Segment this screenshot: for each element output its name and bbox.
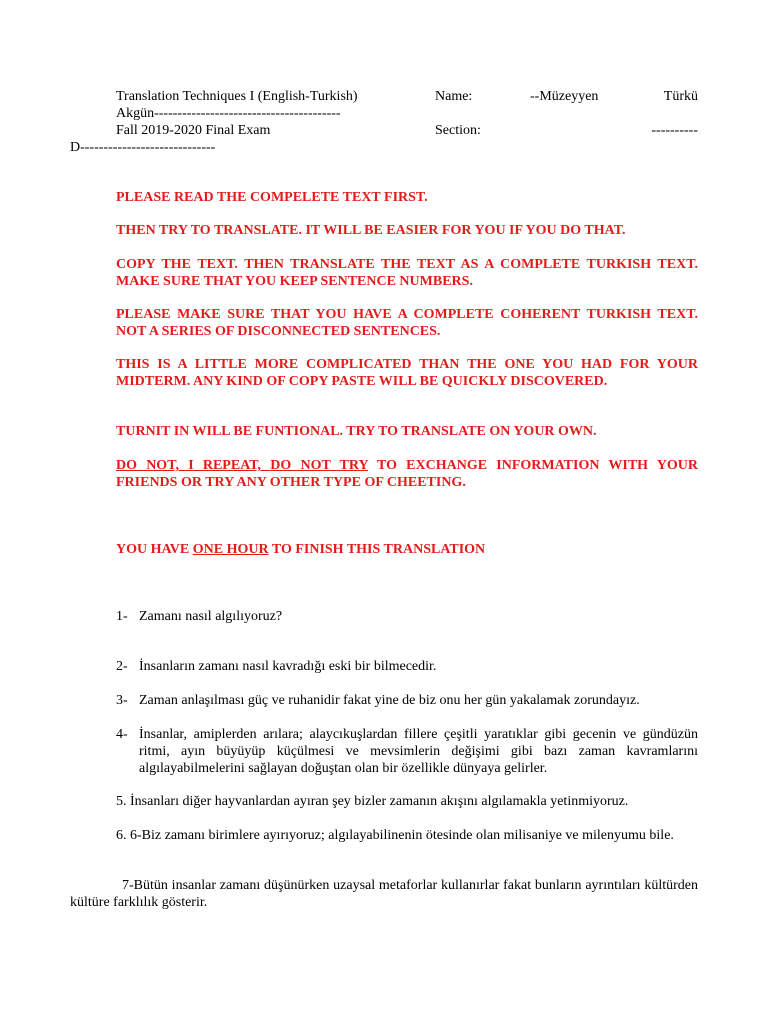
instruction-copy-text: COPY THE TEXT. THEN TRANSLATE THE TEXT AS A COMPLETE TURKISH TEXT. MAKE SURE THAT YOU KEEP SENTENCE NUMBERS. xyxy=(116,257,698,289)
sentence-7: 7-Bütün insanlar zamanı düşünürken uzaysal metaforlar kullanırlar fakat bunların ayrıntıları kültürden kültüre farklılık gösterir. xyxy=(70,878,698,910)
section-dashes: ---------- xyxy=(651,123,698,138)
instruction-no-cheating xyxy=(116,457,698,491)
sentence-text: İnsanlar, amiplerden arılara; alaycıkuşlardan fillere çeşitli yaratıklar gibi gecenin ve gündüzün ritmi, ayın büyüyüp küçülmesi ve mevsimlerin değişimi gibi bazı zaman kavramlarını algılayabilmelerini sağlayan doğuştan olan bir özellikle dünyaya gelirler. xyxy=(139,727,698,776)
sentence-text: Zamanı nasıl algılıyoruz? xyxy=(139,609,283,624)
sentence-number: 3- xyxy=(116,693,128,708)
student-first-name: --Müzeyyen xyxy=(530,89,599,104)
section-value-line: D----------------------------- xyxy=(70,140,216,155)
time-limit-emphasis: ONE HOUR xyxy=(192,542,269,557)
sentence-number: 1- xyxy=(116,609,128,624)
sentence-text: Zaman anlaşılması güç ve ruhanidir fakat yine de biz onu her gün yakalamak zorundayız. xyxy=(139,693,640,708)
sentence-5: 5. İnsanları diğer hayvanlardan ayıran şey bizler zamanın akışını algılamakla yetinmiyoruz. xyxy=(116,794,629,809)
sentence-text: İnsanların zamanı nasıl kavradığı eski bir bilmecedir. xyxy=(139,659,437,674)
no-cheating-rest: TO EXCHANGE INFORMATION WITH YOUR FRIENDS OR TRY ANY OTHER TYPE OF CHEETING. xyxy=(116,458,698,490)
no-cheating-emphasis: DO NOT, I REPEAT, DO NOT TRY xyxy=(116,458,369,473)
instruction-turnitin: TURNIT IN WILL BE FUNTIONAL. TRY TO TRANSLATE ON YOUR OWN. xyxy=(116,424,597,439)
course-title: Translation Techniques I (English-Turkish) xyxy=(116,89,358,104)
time-limit-pre: YOU HAVE xyxy=(116,542,193,557)
instruction-time-limit xyxy=(116,541,698,558)
instruction-coherent-text: PLEASE MAKE SURE THAT YOU HAVE A COMPLETE COHERENT TURKISH TEXT. NOT A SERIES OF DISCONNECTED SENTENCES. xyxy=(116,307,698,339)
sentence-number: 2- xyxy=(116,659,128,674)
time-limit-post: TO FINISH THIS TRANSLATION xyxy=(268,542,486,557)
exam-title: Fall 2019-2020 Final Exam xyxy=(116,123,271,138)
name-label: Name: xyxy=(435,89,473,104)
sentence-6: 6. 6-Biz zamanı birimlere ayırıyoruz; algılayabilinenin ötesinde olan milisaniye ve milenyumu bile. xyxy=(116,828,674,843)
sentence-number: 4- xyxy=(116,727,128,742)
instruction-read-first: PLEASE READ THE COMPELETE TEXT FIRST. xyxy=(116,190,428,205)
student-last-name-line: Akgün---------------------------------------- xyxy=(116,106,341,121)
section-label: Section: xyxy=(435,123,481,138)
student-middle-name: Türkü xyxy=(663,89,698,104)
instruction-then-translate: THEN TRY TO TRANSLATE. IT WILL BE EASIER FOR YOU IF YOU DO THAT. xyxy=(116,223,626,238)
instruction-complicated: THIS IS A LITTLE MORE COMPLICATED THAN THE ONE YOU HAD FOR YOUR MIDTERM. ANY KIND OF COPY PASTE WILL BE QUICKLY DISCOVERED. xyxy=(116,357,698,389)
